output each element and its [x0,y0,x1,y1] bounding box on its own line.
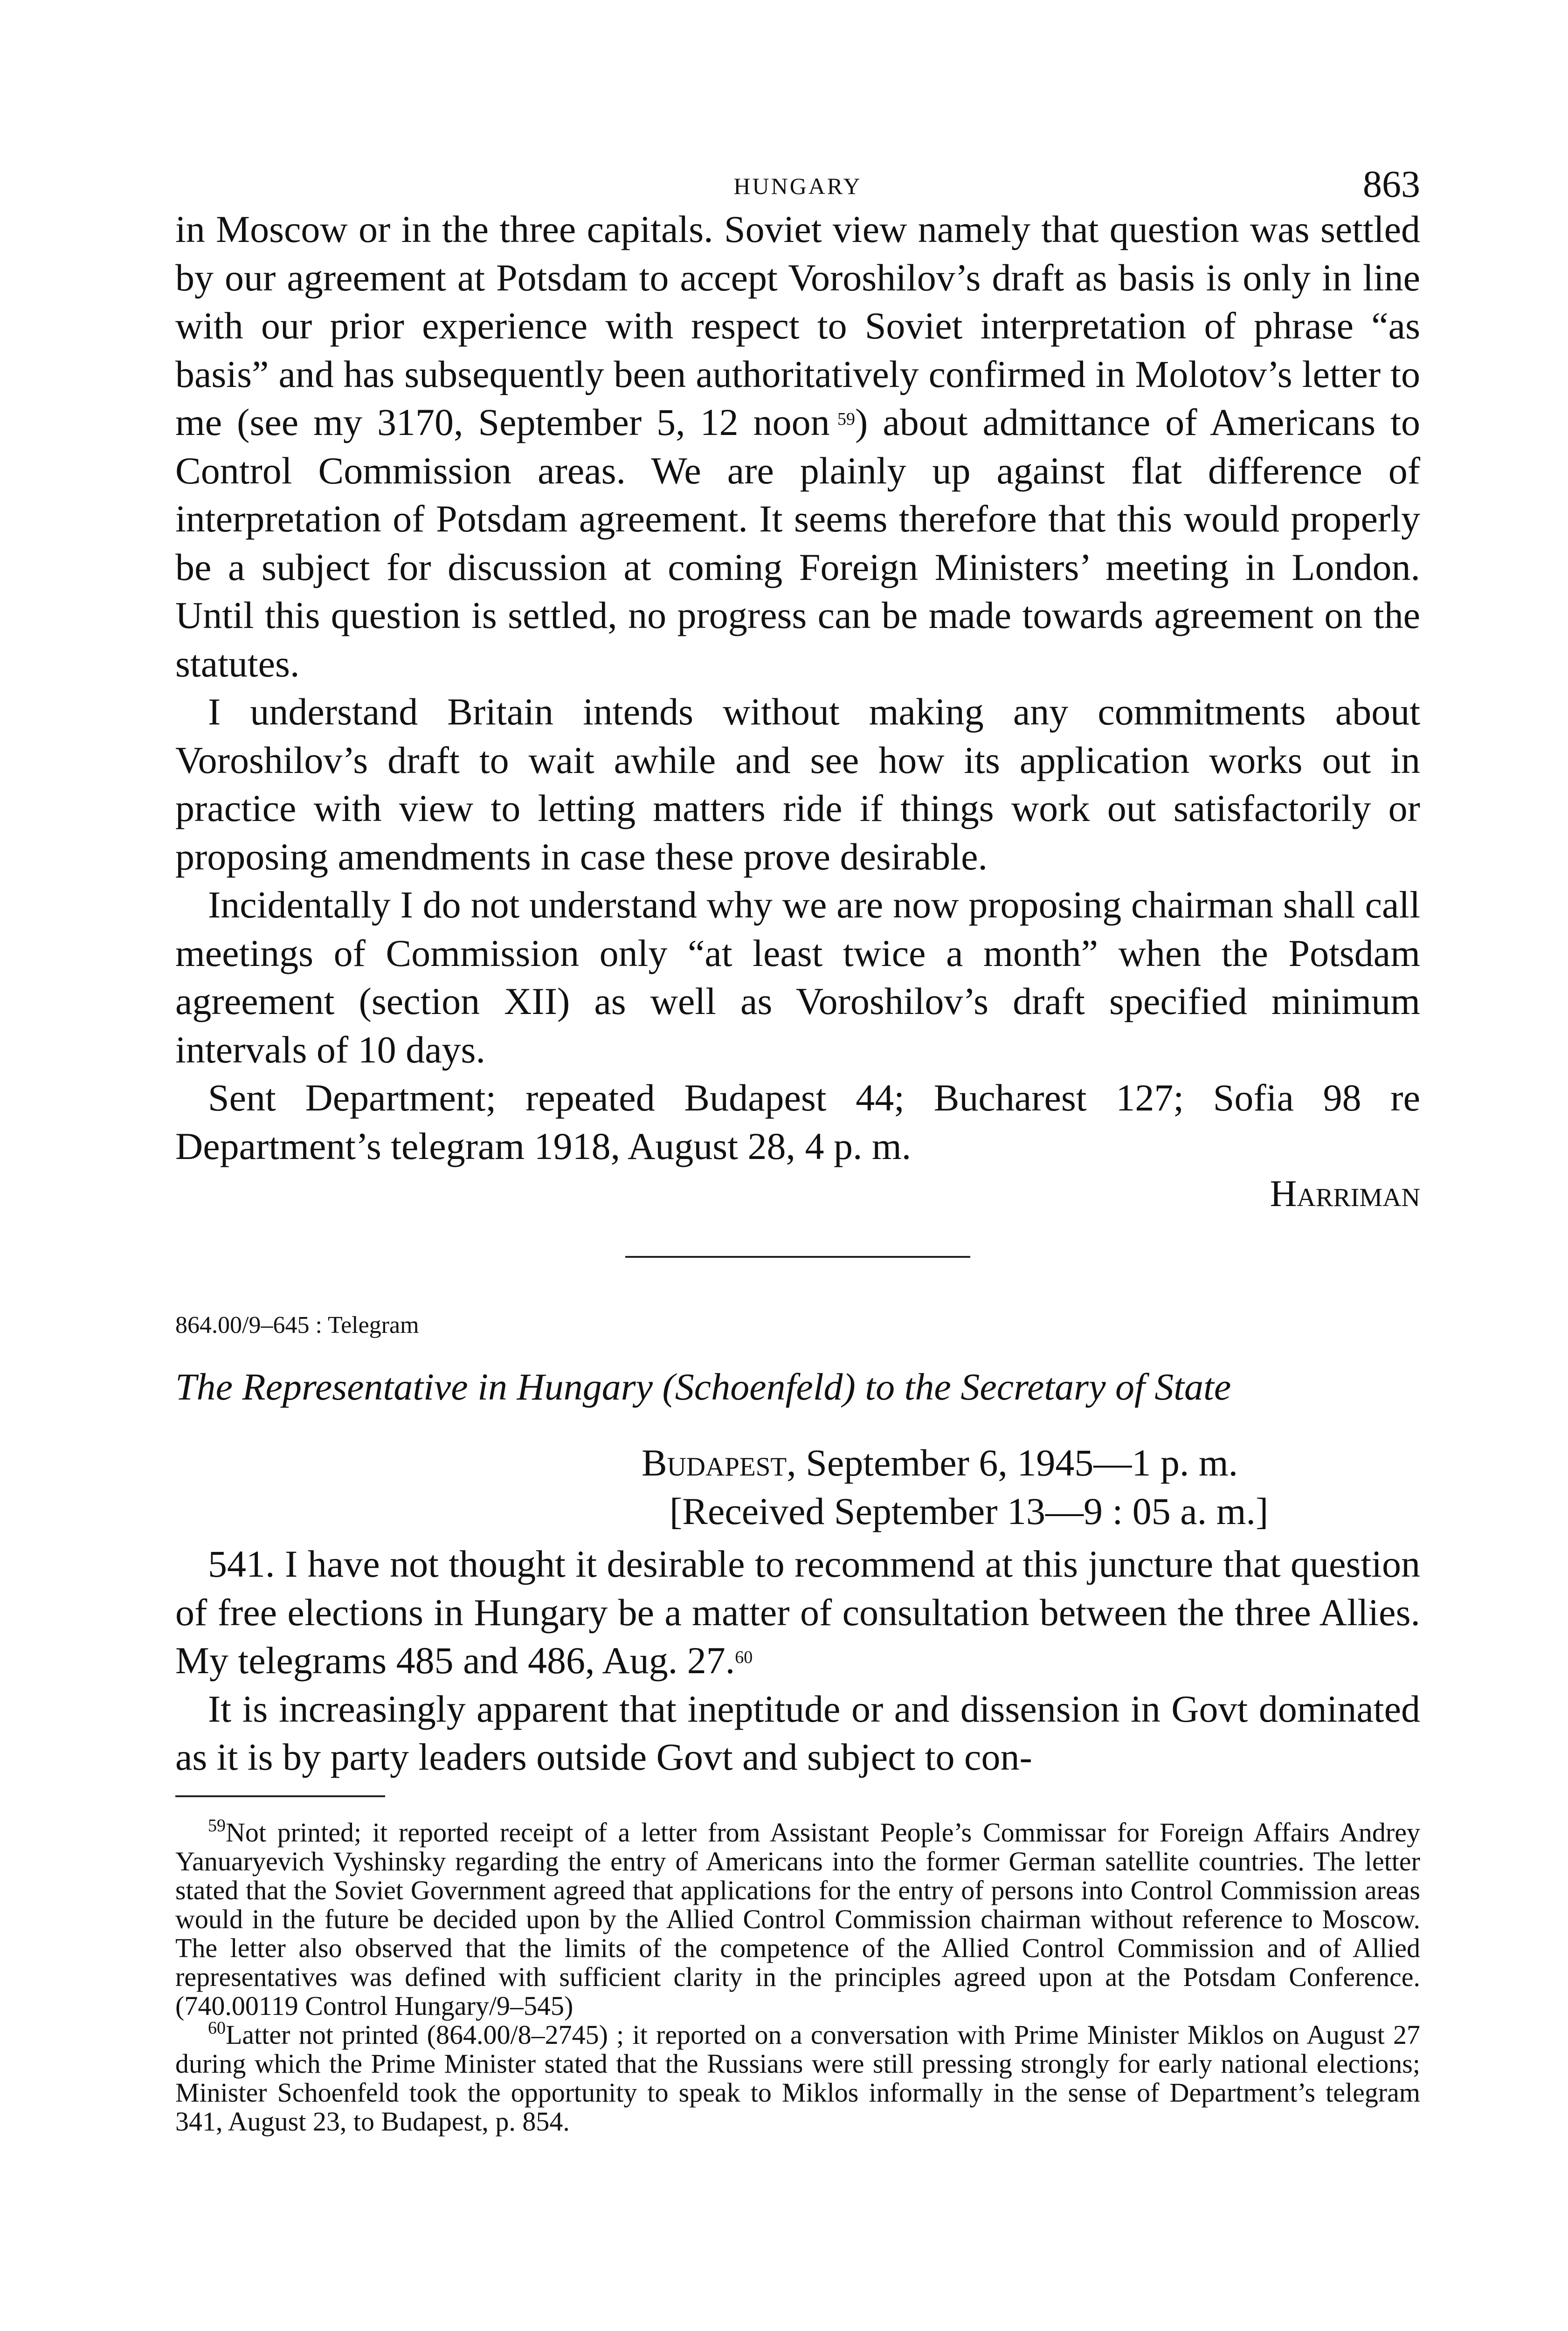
received-line: [Received September 13—9 : 05 a. m.] [670,1490,1269,1532]
paragraph-text: ) about admittance of Americans to Control Commission areas. We are plainly up against flat difference of interpretation of Potsdam agreement. It seems therefore that this would properly be a subject for discussion at coming Foreign Ministers’ meeting in London. Until this question is settled, no progress can be made towards agreement on the statutes. [175,401,1420,685]
telegram-body [175,1540,1420,1781]
telegram-continuation [175,205,1420,1170]
running-head: HUNGARY [733,173,862,199]
footnote [175,2018,1420,2137]
dateline [175,1439,1420,1487]
paragraph: It is increasingly apparent that ineptitude or and dissension in Govt dominated as it is by party leaders outside Govt and subject to con- [175,1687,1420,1778]
paragraph: I understand Britain intends without making any commitments about Voroshilov’s draft to wait awhile and see how its application works out in practice with view to letting matters ride if things work out satisfactorily or proposing amendments in case these prove desirable. [175,690,1420,878]
paragraph [175,205,1420,688]
dateline-date: , September 6, 1945—1 p. m. [787,1441,1238,1484]
dateline-place: Budapest [642,1441,787,1484]
paragraph-text: in Moscow or in the three capitals. Soviet view namely that question was settled by our agreement at Potsdam to accept Voroshilov’s draft as basis is only in line with our prior experience with respect to Soviet interpretation of phrase “as basis” and has subsequently been authoritatively confirmed in Molotov’s letter to me (see my 3170, September 5, 12 noon [175,208,1420,443]
page-header [175,154,1420,205]
paragraph: Incidentally I do not understand why we are now proposing chairman shall call meetings of Commission only “at least twice a month” when the Potsdam agreement (section XII) as well as Voroshilov’s draft specified minimum intervals of 10 days. [175,883,1420,1071]
footnote [175,1815,1420,2021]
footnotes [175,1815,1420,2137]
paragraph: Sent Department; repeated Budapest 44; Bucharest 127; Sofia 98 re Department’s telegram 1918, August 28, 4 p. m. [175,1076,1420,1167]
page-number: 863 [1363,163,1420,205]
footnote-mark: 59 [208,1815,226,1835]
document-page [175,154,1420,2136]
footnote-divider [175,1795,385,1797]
paragraph [175,1540,1420,1685]
document-title: The Representative in Hungary (Schoenfeld) to the Secretary of State [175,1365,1231,1408]
footnote-text: Not printed; it reported receipt of a letter from Assistant People’s Commissar for Foreign Affairs Andrey Yanuaryevich Vyshinsky regarding the entry of Americans into the former German satellite countries. The letter stated that the Soviet Government agreed that applications for the entry of persons into Control Commission areas would in the future be decided upon by the Allied Control Commission chairman without reference to Moscow. The letter also observed that the limits of the competence of the Allied Control Commission and of Allied representatives was defined with sufficient clarity in the principles agreed upon at the Potsdam Conference. (740.00119 Control Hungary/9–545) [175,1817,1420,2021]
file-reference: 864.00/9–645 : Telegram [175,1311,419,1338]
section-divider [625,1256,970,1258]
footnote-mark: 60 [208,2018,226,2038]
footnote-ref: 59 [837,409,856,429]
paragraph-text: 541. I have not thought it desirable to recommend at this juncture that question of free elections in Hungary be a matter of consultation between the three Allies. My telegrams 485 and 486, Aug. 27. [175,1543,1420,1682]
signature: Harriman [1270,1173,1420,1214]
footnote-text: Latter not printed (864.00/8–2745) ; it reported on a conversation with Prime Minister Miklos on August 27 during which the Prime Minister stated that the Russians were still pressing strongly for early national elections; Minister Schoenfeld took the opportunity to speak to Miklos informally in the sense of Department’s telegram 341, August 23, to Budapest, p. 854. [175,2019,1420,2137]
footnote-ref: 60 [735,1648,753,1667]
